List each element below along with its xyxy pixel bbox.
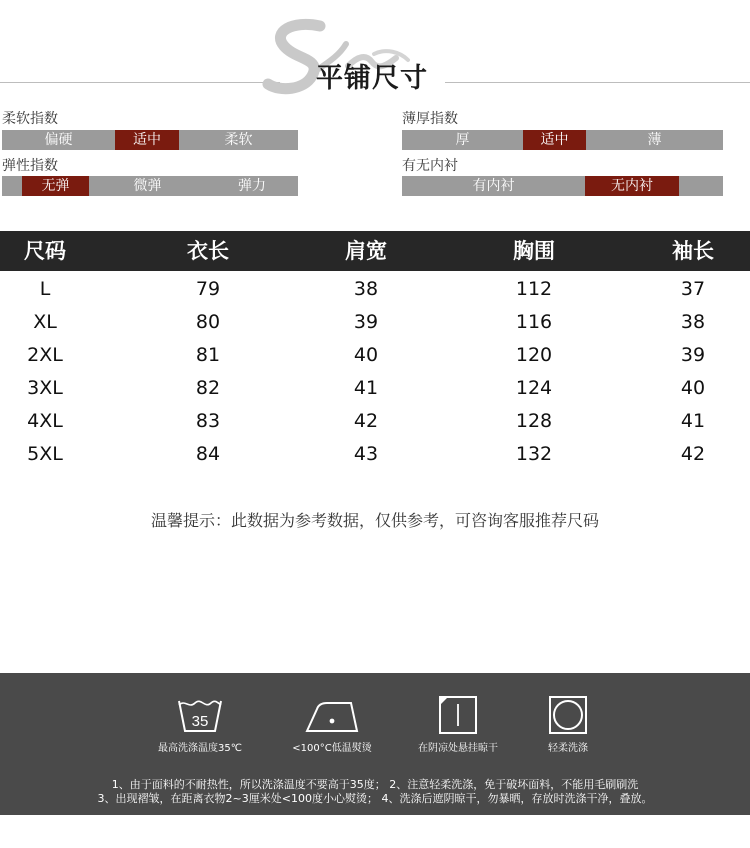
cell-chest: 120 [515,344,553,366]
softness-label: 柔软指数 [2,111,58,127]
column-header-shoulder: 肩宽 [345,239,387,263]
care-label-wash: 最高洗涤温度35℃ [158,743,242,754]
cell-shoulder: 42 [353,410,379,432]
gentle-dry-clean-icon [548,695,588,735]
care-label-gentle: 轻柔洗涤 [548,743,588,754]
lining-spacer [679,176,723,196]
cell-chest: 116 [515,311,553,333]
softness-option-hard: 偏硬 [2,130,115,150]
cell-sleeve: 41 [680,410,706,432]
care-label-iron: <100°C低温熨烫 [292,743,372,754]
cell-length: 84 [195,443,221,465]
care-text-line-2: 3、出现褶皱，在距离衣物2~3厘米处<100度小心熨烫； 4、洗涤后遮阴晾干，勿暴晒，存放时洗涤干净，叠放。 [97,792,653,805]
lining-option-unlined: 无内衬 [585,176,679,196]
care-item-dry [398,695,518,754]
cell-length: 82 [195,377,221,399]
cell-sleeve: 40 [680,377,706,399]
dry-shade-hang-icon [438,695,478,735]
elasticity-spacer [2,176,22,196]
lining-scale [402,176,723,196]
care-item-gentle [508,695,628,754]
size-table-header [0,231,750,271]
cell-sleeve: 38 [680,311,706,333]
cell-chest: 128 [515,410,553,432]
table-row [0,306,750,339]
elasticity-option-none: 无弹 [22,176,89,196]
column-header-length: 衣长 [187,239,229,263]
table-row [0,438,750,471]
table-row [0,405,750,438]
page-title: 平铺尺寸 [316,63,428,94]
column-header-chest: 胸围 [513,239,555,263]
care-label-dry: 在阴凉处悬挂晾干 [418,743,498,754]
table-row [0,339,750,372]
cell-shoulder: 41 [353,377,379,399]
cell-size: 4XL [27,410,63,432]
elasticity-scale [2,176,298,196]
iron-low-icon [303,695,361,735]
cell-shoulder: 38 [353,278,379,300]
thickness-option-thick: 厚 [402,130,523,150]
column-header-sleeve: 袖长 [672,239,714,263]
elasticity-option-stretch: 弹力 [206,176,298,196]
cell-sleeve: 42 [680,443,706,465]
cell-chest: 132 [515,443,553,465]
header [0,0,750,105]
thickness-option-thin: 薄 [586,130,723,150]
column-header-size: 尺码 [24,239,66,263]
thickness-scale [402,130,723,150]
cell-length: 83 [195,410,221,432]
header-divider-left [0,82,280,83]
cell-shoulder: 40 [353,344,379,366]
header-divider-right [445,82,750,83]
cell-length: 80 [195,311,221,333]
care-item-iron [272,695,392,754]
wash-temperature-badge: 35 [191,713,209,730]
softness-option-soft: 柔软 [179,130,298,150]
cell-chest: 112 [515,278,553,300]
elasticity-option-slight: 微弹 [89,176,206,196]
cell-size: 3XL [27,377,63,399]
thickness-option-medium: 适中 [523,130,586,150]
cell-size: 5XL [27,443,63,465]
table-row [0,372,750,405]
cell-sleeve: 39 [680,344,706,366]
cell-length: 79 [195,278,221,300]
care-item-wash [140,695,260,754]
cell-size: 2XL [27,344,63,366]
cell-shoulder: 43 [353,443,379,465]
care-instructions-panel [0,673,750,815]
care-text-line-1: 1、由于面料的不耐热性，所以洗涤温度不要高于35度； 2、注意轻柔洗涤，免于破坏面料，不能用毛刷刷洗 [111,778,639,791]
thickness-label: 薄厚指数 [402,111,458,127]
cell-sleeve: 37 [680,278,706,300]
cell-size: XL [33,311,57,333]
cell-length: 81 [195,344,221,366]
cell-chest: 124 [515,377,553,399]
reference-note: 温馨提示：此数据为参考数据，仅供参考，可咨询客服推荐尺码 [150,511,599,530]
softness-option-medium: 适中 [115,130,179,150]
lining-label: 有无内衬 [402,158,458,174]
wash-35-icon [176,695,224,735]
table-row [0,273,750,306]
cell-size: L [39,278,51,300]
lining-option-lined: 有内衬 [402,176,585,196]
cell-shoulder: 39 [353,311,379,333]
softness-scale [2,130,298,150]
elasticity-label: 弹性指数 [2,158,58,174]
